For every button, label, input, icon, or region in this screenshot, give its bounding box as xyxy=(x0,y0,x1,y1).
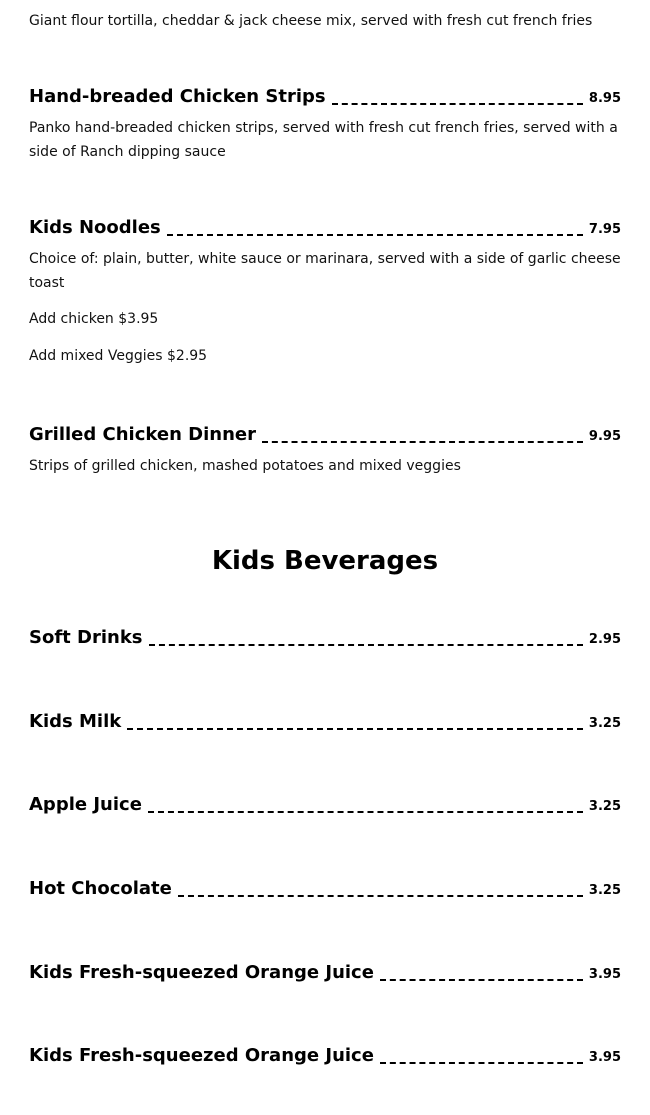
item-name: Hot Chocolate xyxy=(29,878,172,899)
item-price: 3.95 xyxy=(588,967,621,982)
menu-item-hot-chocolate xyxy=(29,878,621,904)
menu-item-orange-juice xyxy=(29,962,621,988)
menu-item-apple-juice xyxy=(29,794,621,820)
item-price: 8.95 xyxy=(588,91,621,106)
item-price: 2.95 xyxy=(588,632,621,647)
dotted-leader xyxy=(127,728,583,730)
dotted-leader xyxy=(262,441,583,443)
item-name: Soft Drinks xyxy=(29,627,143,648)
item-description: Strips of grilled chicken, mashed potatoes and mixed veggies xyxy=(29,458,461,474)
item-price: 9.95 xyxy=(588,429,621,444)
item-name: Grilled Chicken Dinner xyxy=(29,424,256,445)
item-price: 3.95 xyxy=(588,1050,621,1065)
menu-item-kids-noodles xyxy=(29,217,621,366)
item-description: Panko hand-breaded chicken strips, served with fresh cut french fries, served with a side of Ranch dipping sauce xyxy=(29,120,618,160)
dotted-leader xyxy=(167,234,583,236)
menu-item-soft-drinks xyxy=(29,627,621,653)
intro-description: Giant flour tortilla, cheddar & jack cheese mix, served with fresh cut french fries xyxy=(29,13,593,29)
dotted-leader xyxy=(148,811,583,813)
dotted-leader xyxy=(149,644,583,646)
section-title-beverages: Kids Beverages xyxy=(211,546,439,576)
menu-item-orange-juice-2 xyxy=(29,1045,621,1071)
item-name: Kids Milk xyxy=(29,711,122,732)
item-price: 3.25 xyxy=(588,883,621,898)
dotted-leader xyxy=(380,979,583,981)
item-name: Apple Juice xyxy=(29,794,142,815)
item-price: 7.95 xyxy=(588,222,621,237)
item-name: Kids Fresh-squeezed Orange Juice xyxy=(29,1045,374,1066)
dotted-leader xyxy=(178,895,583,897)
dotted-leader xyxy=(380,1062,583,1064)
menu-item-kids-milk xyxy=(29,711,621,737)
item-addon: Add mixed Veggies $2.95 xyxy=(29,348,208,364)
item-price: 3.25 xyxy=(588,799,621,814)
item-description: Choice of: plain, butter, white sauce or marinara, served with a side of garlic cheese toast xyxy=(29,251,621,291)
item-name: Kids Fresh-squeezed Orange Juice xyxy=(29,962,374,983)
item-name: Kids Noodles xyxy=(29,217,161,238)
menu-item-chicken-strips xyxy=(29,86,621,164)
item-name: Hand-breaded Chicken Strips xyxy=(29,86,326,107)
item-price: 3.25 xyxy=(588,716,621,731)
menu-item-grilled-chicken xyxy=(29,424,621,478)
dotted-leader xyxy=(332,103,583,105)
item-addon: Add chicken $3.95 xyxy=(29,311,159,327)
